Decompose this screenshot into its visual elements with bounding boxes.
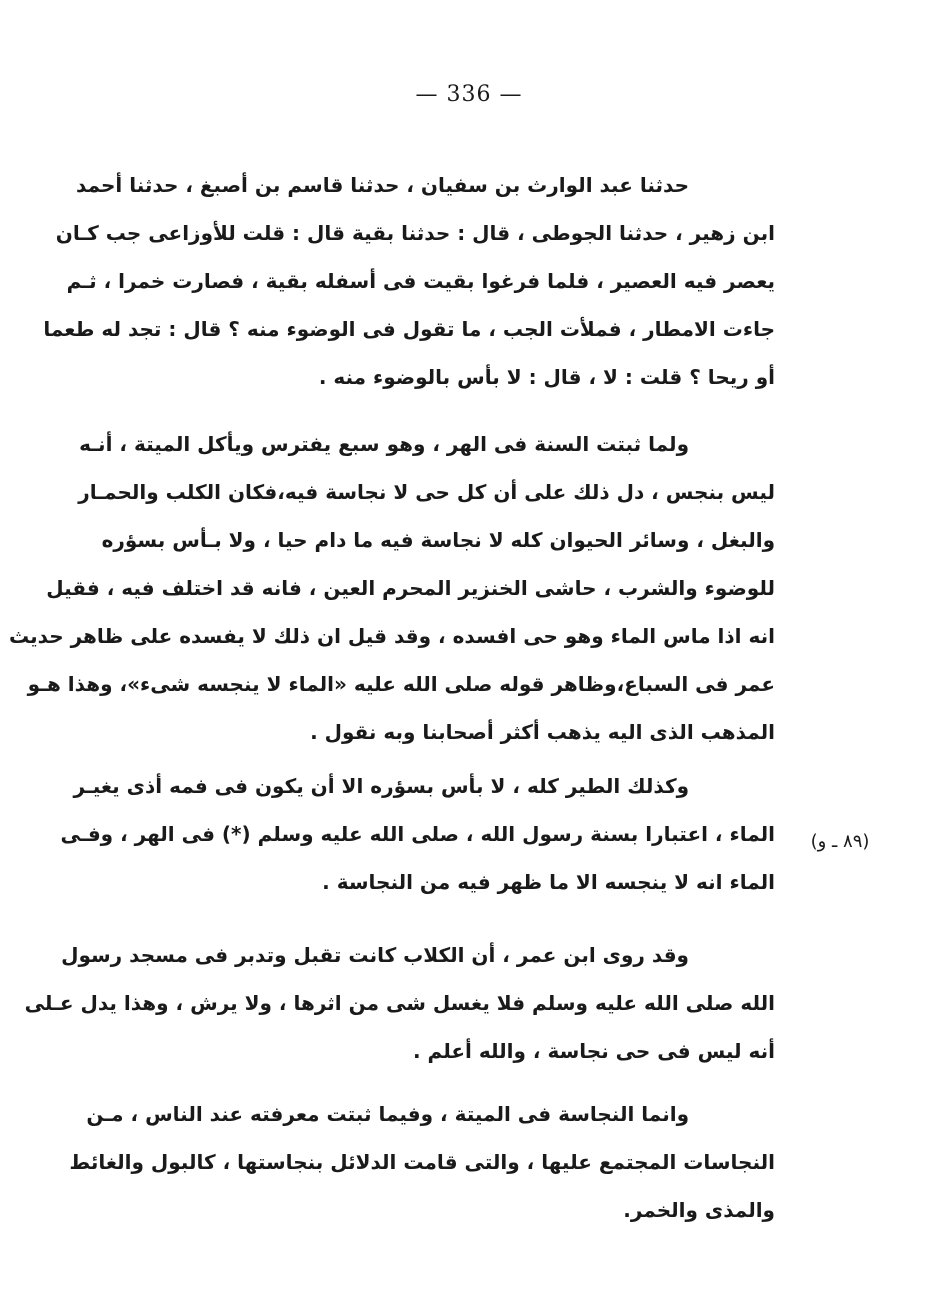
- text-line: ابن زهير ، حدثنا الجوطى ، قال : حدثنا بقية قال : قلت للأوزاعى جب كـان: [55, 221, 775, 245]
- text-line: وكذلك الطير كله ، لا بأس بسؤره الا أن يكون فى فمه أذى يغيـر: [73, 774, 689, 798]
- text-line: انه اذا ماس الماء وهو حى افسده ، وقد قيل ان ذلك لا يفسده على ظاهر حديث: [8, 624, 775, 648]
- text-line: ولما ثبتت السنة فى الهر ، وهو سبع يفترس ويأكل الميتة ، أنـه: [79, 432, 689, 456]
- text-line: يعصر فيه العصير ، فلما فرغوا بقيت فى أسفله بقية ، فصارت خمرا ، ثـم: [66, 269, 775, 293]
- text-line: الماء ، اعتبارا بسنة رسول الله ، صلى الله عليه وسلم (*) فى الهر ، وفـى: [60, 822, 775, 846]
- paragraph-2: [8, 420, 775, 756]
- text-line: ليس بنجس ، دل ذلك على أن كل حى لا نجاسة فيه،فكان الكلب والحمـار: [78, 480, 775, 504]
- text-line: أنه ليس فى حى نجاسة ، والله أعلم .: [412, 1039, 775, 1063]
- text-line: والمذى والخمر.: [623, 1198, 775, 1222]
- text-line: جاءت الامطار ، فملأت الجب ، ما تقول فى الوضوء منه ؟ قال : تجد له طعما: [43, 317, 775, 341]
- text-line: حدثنا عبد الوارث بن سفيان ، حدثنا قاسم بن أصبغ ، حدثنا أحمد: [76, 173, 689, 197]
- page-number: — 336 —: [415, 82, 523, 107]
- paragraph-5: [69, 1090, 775, 1234]
- text-line: أو ريحا ؟ قلت : لا ، قال : لا بأس بالوضوء منه .: [318, 365, 775, 389]
- text-line: وقد روى ابن عمر ، أن الكلاب كانت تقبل وتدبر فى مسجد رسول: [61, 943, 689, 967]
- text-line: وانما النجاسة فى الميتة ، وفيما ثبتت معرفته عند الناس ، مـن: [86, 1102, 689, 1126]
- text-line: الله صلى الله عليه وسلم فلا يغسل شى من اثرها ، ولا يرش ، وهذا يدل عـلى: [24, 991, 775, 1015]
- text-line: والبغل ، وسائر الحيوان كله لا نجاسة فيه ما دام حيا ، ولا بـأس بسؤره: [101, 528, 775, 552]
- text-line: للوضوء والشرب ، حاشى الخنزير المحرم العين ، فانه قد اختلف فيه ، فقيل: [46, 576, 775, 600]
- text-line: الماء انه لا ينجسه الا ما ظهر فيه من النجاسة .: [322, 870, 775, 894]
- text-line: النجاسات المجتمع عليها ، والتى قامت الدلائل بنجاستها ، كالبول والغائط: [69, 1150, 775, 1174]
- paragraph-1: [43, 161, 775, 401]
- paragraph-4: [24, 931, 775, 1075]
- margin-note: (۸۹ ـ و): [810, 831, 870, 852]
- text-line: عمر فى السباع،وظاهر قوله صلى الله عليه «الماء لا ينجسه شىء»، وهذا هـو: [27, 672, 775, 696]
- paragraph-3: [60, 762, 775, 906]
- text-line: المذهب الذى اليه يذهب أكثر أصحابنا وبه نقول .: [310, 720, 775, 744]
